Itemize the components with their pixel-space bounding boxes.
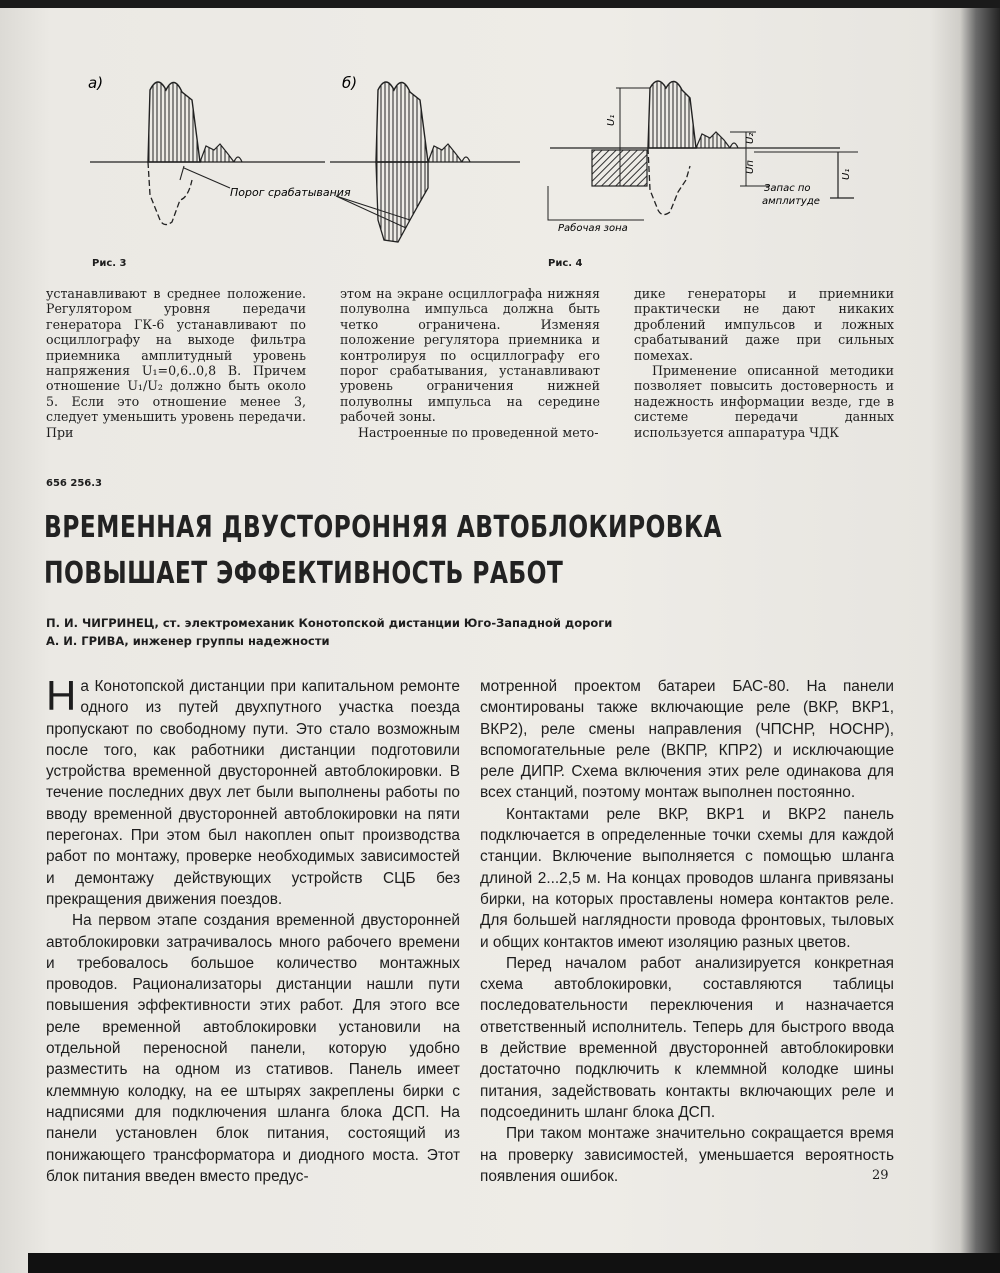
- top-column-1: [46, 286, 306, 440]
- page-number: 29: [872, 1168, 889, 1183]
- fig4-u2-label: U₂: [745, 132, 756, 144]
- author-1: П. И. ЧИГРИНЕЦ, ст. электромеханик Конотопской дистанции Юго-Западной дороги: [46, 616, 613, 630]
- article-right-para-4: При таком монтаже значительно сокращается время на проверку зависимостей, уменьшается вероятность появления ошибок.: [480, 1125, 894, 1185]
- figure-3: [80, 70, 520, 255]
- top-column-3-para-1: дике генераторы и приемники практически не дают никаких дроблений импульсов и ложных срабатываний даже при сильных помехах.: [634, 286, 894, 363]
- fig3-caption: Рис. 3: [92, 258, 127, 269]
- fig3-panel-a-label: а): [88, 74, 104, 92]
- fig4-caption: Рис. 4: [548, 258, 583, 269]
- top-column-2: [340, 286, 600, 440]
- fig3-threshold-label: Порог срабатывания: [230, 186, 351, 199]
- fig4-margin-label-1: Запас по: [764, 183, 811, 194]
- fig4-u1-label-right: U₁: [841, 168, 852, 180]
- article-title-line-2: ПОВЫШАЕТ ЭФФЕКТИВНОСТЬ РАБОТ: [44, 556, 564, 591]
- article-right-para-2: Контактами реле ВКР, ВКР1 и ВКР2 панель подключается в определенные точки схемы для каждой станции. Включение выполняется с помощью шланга длиной 2...2,5 м. На концах проводов шланга привязаны бирки, на которых проставлены номера контактов реле. Для большей наглядности провода фронтовых, тыловых и общих контактов имеют изоляцию разных цветов.: [480, 805, 894, 951]
- article-column-left: [46, 672, 460, 1187]
- top-column-1-text: устанавливают в среднее положение. Регулятором уровня передачи генератора ГК-6 устанавливают по осциллографу на выходе фильтра приемника амплитудный уровень напряжения U₁=0,6..0,8 В. Причем отношение U₁/U₂ должно быть около 5. Если это отношение менее 3, следует уменьшить уровень передачи. При: [46, 286, 306, 440]
- article-left-para-2: На первом этапе создания временной двусторонней автоблокировки затрачивалось много рабочего времени и требовалось большое количество монтажных проводов. Рационализаторы дистанции нашли пути повышения эффективности этих работ. Для этого все реле временной автоблокировки установили на отдельной переносной панели, которую удобно разместить на одном из стативов. Панель имеет клеммную колодку, на ее штырях закреплены бирки с надписями для подключения шланга блока ДСП. На панели установлен блок питания, состоящий из понижающего трансформатора и диодного моста. Этот блок питания введен вместо предус-: [46, 912, 460, 1185]
- article-title-line-1: ВРЕМЕННАЯ ДВУСТОРОННЯЯ АВТОБЛОКИРОВКА: [44, 510, 723, 545]
- top-column-2-para-1: этом на экране осциллографа нижняя полуволна импульса должна быть четко ограничена. Изменяя положение регулятора приемника и контролируя по осциллографу его порог срабатывания, устанавливают уровень ограничения нижней полуволны импульса на середине рабочей зоны.: [340, 286, 600, 425]
- drop-cap: Н: [46, 672, 77, 719]
- figure-4: [540, 70, 880, 255]
- article-left-para-1: [46, 672, 460, 910]
- top-column-3: [634, 286, 894, 440]
- udc-code: 656 256.3: [46, 478, 102, 489]
- fig4-zone-label: Рабочая зона: [558, 223, 628, 234]
- author-2: А. И. ГРИВА, инженер группы надежности: [46, 634, 330, 648]
- top-column-3-para-2: Применение описанной методики позволяет повысить достоверность и надежность информации везде, где в системе передачи данных используется аппаратура ЧДК: [634, 363, 894, 440]
- article-right-para-3: Перед началом работ анализируется конкретная схема автоблокировки, составляются таблицы последовательности переключения и назначается ответственный исполнитель. Теперь для быстрого ввода в действие временной двусторонней автоблокировки достаточно подключить к клеммной колодке шины питания, задействовать контакты включающих реле и подсоединить шланг блока ДСП.: [480, 954, 894, 1121]
- article-title: [44, 505, 723, 597]
- fig4-margin-label-2: амплитуде: [762, 196, 820, 207]
- article-left-para-1-text: а Конотопской дистанции при капитальном ремонте одного из путей двухпутного участка поезда пропускают по свободному пути. Это стало возможным после того, как работники дистанции подготовили устройства временной двусторонней автоблокировки. В течение последних двух лет были выполнены работы по вводу временной двусторонней автоблокировки на пяти перегонах. При этом был накоплен опыт производства работ по монтажу, проверке необходимых зависимостей и демонтажу действующих устройств СЦБ без прекращения движения поездов.: [46, 678, 460, 908]
- scan-bottom-edge: [28, 1253, 1000, 1273]
- fig4-u1-label-left: U₁: [606, 114, 617, 126]
- top-column-2-para-2: Настроенные по проведенной мето-: [358, 424, 599, 440]
- article-right-para-1: мотренной проектом батареи БАС-80. На панели смонтированы также включающие реле (ВКР, ВКР1, ВКР2), реле смены направления (ЧПСНР, НОСНР), вспомогательные реле (ВКПР, КПР2) и исключающие реле ДИПР. Схема включения этих реле одинакова для всех станций, поэтому монтаж выполнен постоянно.: [480, 678, 894, 802]
- fig4-up-label: Uп: [745, 160, 756, 174]
- scan-top-edge: [0, 0, 1000, 8]
- article-column-right: [480, 676, 894, 1187]
- fig3-panel-b-label: б): [342, 74, 358, 92]
